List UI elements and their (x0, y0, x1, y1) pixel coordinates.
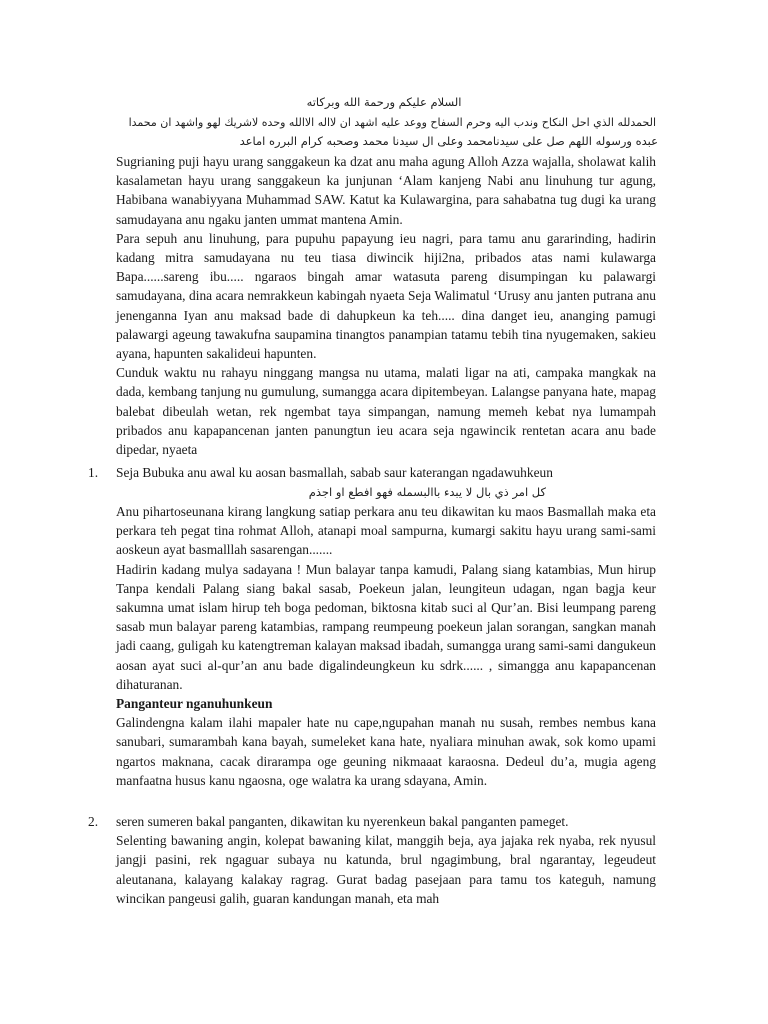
item-1-title: Seja Bubuka anu awal ku aosan basmallah, sabab saur katerangan ngadawuhkeun (116, 465, 553, 480)
section-heading-panganteur: Panganteur nganuhunkeun (116, 696, 273, 712)
arabic-salam: السلام عليكم ورحمة الله وبركاته (306, 95, 462, 109)
item-2-paragraph-1: Selenting bawaning angin, kolepat bawaning kilat, manggih beja, aya jajaka rek nyaba, rek nyusul jangji pasini, rek ngaguar subaya nu katunda, brul ngagimbung, bral ngarantay, legeudeut aleutanana, kalayang kalakay ragrag. Gurat badag pasejaan para tamu tos kateguh, namung wincikan pangeusi galih, guaran kandungan manah, eta mah (116, 833, 656, 906)
opening-paragraph-2: Para sepuh anu linuhung, para pupuhu papayung ieu nagri, para tamu anu gararinding, hadirin kadang mitra samudayana nu teu tiasa diwincik hiji2na, pribados atas nami kulawarga Bapa......sareng ibu..... ngaraos bingah amar watasuta pareng disumpingan ku palawargi samudayana, dina acara nemrakkeun kabingah nyaeta Seja Walimatul ‘Urusy anu janten putrana anu jenenganna Iyan anu maksad bade di dahupkeun ka teh..... dina danget ieu, ananging pamugi palawargi ageung tawakufna saupamina tinangtos panampian tatamu tebih tina nyugemaken, sakieu ayana, hapunten sakalideui hapunten. (116, 230, 656, 362)
item-1-paragraph-2: Hadirin kadang mulya sadayana ! Mun balayar tanpa kamudi, Palang siang katambias, Mun hirup Tanpa kendali Palang siang bakal sasab, Poekeun jalan, leungiteun udagan, ngan bagja keur sakumna umat islam hirup teh boga pedoman, biktosna kitab suci al Qur’an. Bisi leumpang pareng sasab mun balayar pareng katambias, rampang reumpeung poekeun jalan sorangan, sangkan manah jadi caang, guligah ku katengtreman kalayan maksad ibadah, sumangga urang sami-sami dangukeun aosan ayat suci al-qur’an anu bade digalindeungkeun ku sdrk...... , simangga anu kapapancenan dihaturanan. (116, 561, 656, 692)
item-1-body (116, 502, 656, 790)
opening-paragraph-3: Cunduk waktu nu rahayu ninggang mangsa nu utama, malati ligar na ati, campaka mangkak na dada, kembang tanjung nu gumulung, sumangga acara dipitembeyan. Lalangse panyana hate, mapag balebat dibeulah wetan, rek ngembat taya simpangan, namung memeh kebat nya lumampah pribados anu kapapancenan janten panungtun ieu acara seja ngawincik rentetan acara anu bade dipedar, nyaeta (116, 365, 656, 458)
item-2-title: seren sumeren bakal panganten, dikawitan ku nyerenkeun bakal panganten pameget. (116, 814, 569, 829)
arabic-opening-line-2: عبده ورسوله اللهم صل على سيدنامحمد وعلى ال سيدنا محمد وصحبه كرام البرره اماعد (239, 134, 658, 148)
opening-section (116, 152, 656, 459)
arabic-opening-line-1: الحمدلله الذي احل النكاح وندب اليه وحرم السفاح ووعد عليه اشهد ان لااله الاالله وحده لاشريك لهو واشهد ان محمدا (128, 116, 656, 129)
arabic-hadith: كل امر ذي بال لا يبدء باالبسمله فهو افطع او اجذم (308, 485, 546, 499)
list-marker-1: 1. (88, 465, 99, 480)
item-1-paragraph-3: Galindengna kalam ilahi mapaler hate nu cape,ngupahan manah nu susah, rembes nembus kana sanubari, sumarambah kana bayah, sumeleket kana hate, nyaliara minuhan awak, sok komo upami ngartos maknana, cacak dirarampa oge geuning nikmaaat karaosna. Dedeul du’a, mugia ageng manfaatna husus kanu ngaosna, oge walatra ka urang sdayana, Amin. (116, 715, 656, 788)
item-1-paragraph-1: Anu pihartoseunana kirang langkung satiap perkara anu teu dikawitan ku maos Basmallah maka eta perkara teh pegat tina rohmat Alloh, atanapi moal sampurna, kumargi sakitu hayu urang sami-sami aoskeun ayat basmalllah sasarengan....... (116, 504, 656, 558)
item-2-body (116, 812, 656, 908)
opening-paragraph-1: Sugrianing puji hayu urang sanggakeun ka dzat anu maha agung Alloh Azza wajalla, sholawat kalih kasalametan hayu urang sanggakeun ka junjunan ‘Alam kanjeng Nabi anu linuhung tur agung, Habibana wanabiyyana Muhammad SAW. Katut ka Kulawargina, para sahabatna tug dugi ka urang samudayana anu ngaku janten ummat mantena Amin. (116, 154, 656, 227)
list-marker-2: 2. (88, 814, 99, 829)
